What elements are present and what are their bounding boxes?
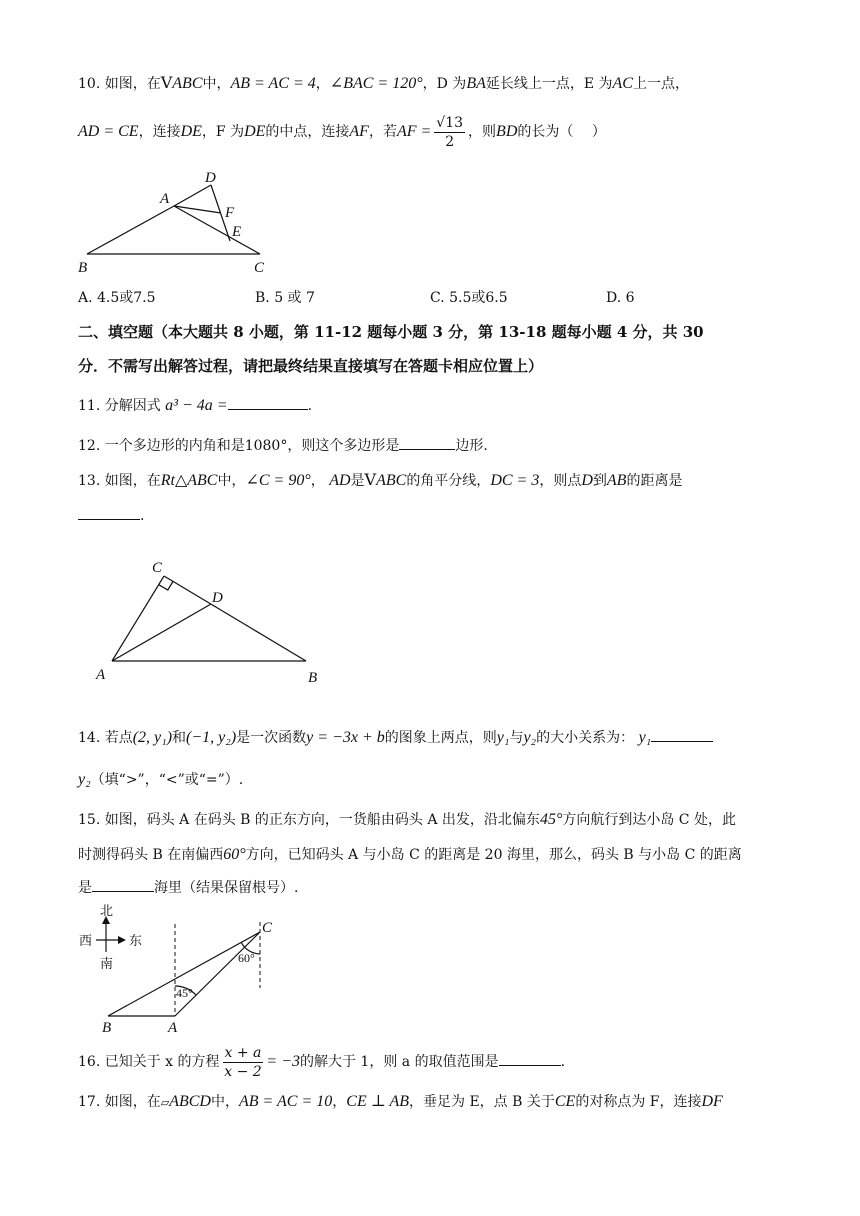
q13-line-2 xyxy=(78,505,144,526)
angle-60-label: 60° xyxy=(238,951,255,965)
q17-text: 的对称点为 F，连接 xyxy=(575,1094,702,1110)
q13-figure xyxy=(90,555,330,690)
q15-text: 是 xyxy=(78,880,92,896)
segment-ac xyxy=(174,206,260,254)
compass-icon xyxy=(96,916,126,952)
q10-text: 10. 如图，在 xyxy=(78,76,161,92)
q14-text: 14. 若点 xyxy=(78,730,133,746)
q10-text: ，若 xyxy=(368,124,397,140)
q15-text: 时测得码头 B 在南偏西 xyxy=(78,847,224,863)
option-b[interactable]: B. 5 或 7 xyxy=(255,290,315,306)
q10-math: AF xyxy=(349,123,369,140)
q13-text: 是 xyxy=(350,473,365,489)
q15-math: 45° xyxy=(539,811,563,828)
compass-south: 南 xyxy=(100,956,114,971)
q14-text: 与 xyxy=(509,730,524,746)
q14-line-1 xyxy=(78,727,713,748)
right-angle-mark xyxy=(159,582,173,591)
q10-text: ，则 xyxy=(468,124,497,140)
q13-math: ABC xyxy=(376,472,407,489)
segment-ca xyxy=(112,576,164,661)
q10-math: ∠BAC = 120° xyxy=(329,75,423,92)
q14-math: y = −3x + b xyxy=(306,729,385,746)
q10-math: DE xyxy=(180,123,202,140)
segment-ba xyxy=(87,206,174,254)
q10-text: 延长线上一点，E 为 xyxy=(485,76,613,92)
q10-text: ，F 为 xyxy=(201,124,245,140)
segment-ad xyxy=(174,185,211,206)
label-a: A xyxy=(160,191,170,207)
q14-math: y₁ xyxy=(638,729,652,746)
q10-math: AD = CE xyxy=(78,123,139,140)
q13-text: 到 xyxy=(592,473,607,489)
q17-text: ，垂足为 E，点 B 关于 xyxy=(409,1094,555,1110)
q17-math: CE ⊥ AB xyxy=(346,1093,410,1110)
q10-text: ， xyxy=(315,76,330,92)
angle-45-label: 45° xyxy=(176,986,193,1000)
q13-text: ， xyxy=(310,473,325,489)
q13-text: 13. 如图，在 xyxy=(78,473,161,489)
q14-math: (2, y₁) xyxy=(132,729,173,746)
q10-math: AB = AC = 4 xyxy=(230,75,316,92)
label-f: F xyxy=(225,205,235,221)
label-c: C xyxy=(262,920,273,936)
q14-text: （填“>”，“<”或“=”）. xyxy=(90,772,244,788)
east-arrow-icon xyxy=(118,936,126,944)
answer-blank[interactable] xyxy=(228,395,308,410)
parallelogram-symbol: ▱ xyxy=(160,1096,170,1109)
q15-text: 海里（结果保留根号）. xyxy=(154,880,299,896)
q17-math: DF xyxy=(701,1093,723,1110)
q14-text: 的大小关系为： xyxy=(536,730,635,746)
q12-text: 边形. xyxy=(455,438,488,454)
fraction-denominator: 2 xyxy=(445,133,455,150)
label-a: A xyxy=(168,1020,178,1036)
q10-math: DE xyxy=(244,123,266,140)
q14-math: y₁ xyxy=(496,729,510,746)
q13-text: . xyxy=(140,508,145,524)
q10-math: BD xyxy=(496,123,518,140)
q17-math: ABCD xyxy=(169,1093,211,1110)
q14-line-2 xyxy=(78,770,243,790)
segment-ad xyxy=(112,604,211,661)
q14-math: y₂ xyxy=(523,729,537,746)
q15-figure xyxy=(72,900,292,1036)
q13-line-1 xyxy=(78,470,682,491)
q15-text: 方向，已知码头 A 与小岛 C 的距离是 20 海里，那么，码头 B 与小岛 C 的距离 xyxy=(245,847,742,863)
answer-blank[interactable] xyxy=(651,727,713,742)
q10-text: 中， xyxy=(202,76,231,92)
section-heading-line-2: 分．不需写出解答过程，请把最终结果直接填写在答题卡相应位置上） xyxy=(78,357,544,375)
q15-line-3 xyxy=(78,877,298,898)
q10-text: 上一点， xyxy=(632,76,689,92)
fraction-equation xyxy=(223,1044,264,1081)
triangle-symbol: V xyxy=(364,470,377,489)
answer-blank[interactable] xyxy=(92,877,154,892)
q10-math: AC xyxy=(612,75,633,92)
label-b: B xyxy=(102,1020,112,1036)
fraction-sqrt13-over-2 xyxy=(434,114,465,151)
label-c: C xyxy=(152,560,163,576)
label-c: C xyxy=(254,260,265,276)
q10-math: BA xyxy=(466,75,486,92)
q14-math: (−1, y₂) xyxy=(186,729,237,746)
section-heading-line-1: 二、填空题（本大题共 8 小题，第 11-12 题每小题 3 分，第 13-18 题每小题 4 分，共 30 xyxy=(78,323,704,341)
q16-text: 16. 已知关于 x 的方程 xyxy=(78,1054,220,1070)
answer-blank[interactable] xyxy=(78,505,140,520)
q16 xyxy=(78,1040,565,1084)
label-b: B xyxy=(78,260,88,276)
fraction-numerator: √13 xyxy=(436,114,464,131)
triangle-symbol: V xyxy=(160,73,173,92)
q11-text: 11. 分解因式 xyxy=(78,398,161,414)
q17-math: AB = AC = 10 xyxy=(238,1093,333,1110)
q10-math: ABC xyxy=(172,75,203,92)
q13-text: 的距离是 xyxy=(626,473,683,489)
option-d[interactable]: D. 6 xyxy=(606,290,635,306)
q13-math: ∠C = 90° xyxy=(245,472,311,489)
q14-text: 是一次函数 xyxy=(236,730,307,746)
q10-text: ，D 为 xyxy=(422,76,467,92)
label-d: D xyxy=(212,590,223,606)
q16-math: = −3 xyxy=(266,1053,300,1070)
label-a: A xyxy=(96,667,106,683)
q13-math: Rt△ABC xyxy=(160,472,218,489)
q14-text: 和 xyxy=(172,730,187,746)
label-d: D xyxy=(205,170,216,186)
q10-line-2 xyxy=(78,110,606,154)
q15-line-2 xyxy=(78,845,742,865)
q12-text: 12. 一个多边形的内角和是1080°，则这个多边形是 xyxy=(78,438,400,454)
segment-ac xyxy=(175,932,260,1016)
q13-text: 中， xyxy=(217,473,246,489)
q11-text: . xyxy=(307,398,313,414)
q13-math: DC = 3 xyxy=(490,472,540,489)
compass-west: 西 xyxy=(79,933,93,948)
q14-text: 的图象上两点，则 xyxy=(384,730,497,746)
q17-text: 中， xyxy=(210,1094,239,1110)
q15-text: 15. 如图，码头 A 在码头 B 的正东方向，一货船由码头 A 出发，沿北偏东 xyxy=(78,812,540,828)
q11 xyxy=(78,395,312,416)
q12 xyxy=(78,435,488,456)
q13-text: ，则点 xyxy=(539,473,582,489)
q15-text: 方向航行到达小岛 C 处，此 xyxy=(562,812,736,828)
label-e: E xyxy=(232,224,242,240)
label-b: B xyxy=(308,670,318,686)
q10-text: 的长为（ ） xyxy=(517,124,606,140)
option-a[interactable]: A. 4.5或7.5 xyxy=(78,290,156,306)
compass-north: 北 xyxy=(100,903,114,918)
q13-math: AB xyxy=(606,472,627,489)
q16-text: 的解大于 1，则 a 的取值范围是 xyxy=(299,1054,499,1070)
q10-text: ，连接 xyxy=(138,124,181,140)
q13-math: D xyxy=(581,472,593,489)
q15-math: 60° xyxy=(223,846,246,863)
q11-math: a³ − 4a = xyxy=(165,397,228,414)
q17 xyxy=(78,1092,723,1113)
q17-text: ， xyxy=(332,1094,347,1110)
q15-line-1 xyxy=(78,810,736,830)
q13-math: AD xyxy=(329,472,351,489)
fraction-denominator: x − 2 xyxy=(224,1063,262,1080)
q10-math: AF = xyxy=(396,123,432,140)
answer-blank[interactable] xyxy=(499,1051,561,1066)
q17-text: 17. 如图，在 xyxy=(78,1094,161,1110)
q10-line-1 xyxy=(78,73,689,94)
q14-math: y₂ xyxy=(78,771,91,788)
q16-text: . xyxy=(560,1054,566,1070)
q10-text: 的中点，连接 xyxy=(265,124,350,140)
q10-figure xyxy=(70,166,280,278)
answer-blank[interactable] xyxy=(399,435,455,450)
compass-east: 东 xyxy=(129,933,143,948)
fraction-numerator: x + a xyxy=(224,1044,262,1061)
option-c[interactable]: C. 5.5或6.5 xyxy=(430,290,508,306)
q17-math: CE xyxy=(554,1093,576,1110)
q13-text: 的角平分线， xyxy=(406,473,491,489)
